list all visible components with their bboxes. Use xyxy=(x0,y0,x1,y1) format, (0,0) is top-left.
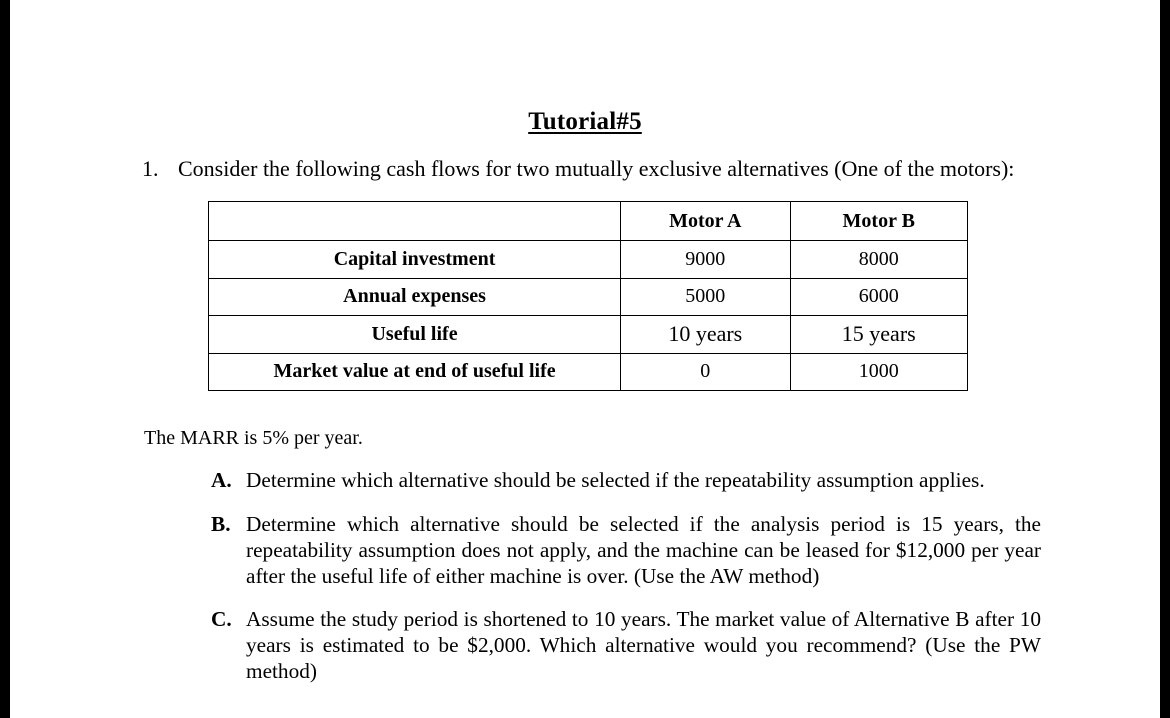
table-row xyxy=(209,316,968,354)
sub-question-text: Determine which alternative should be selected if the repeatability assumption applies. xyxy=(246,468,985,492)
row-label: Market value at end of useful life xyxy=(209,353,621,391)
row-label: Useful life xyxy=(209,316,621,354)
question-text: Consider the following cash flows for two mutually exclusive alternatives (One of the motors): xyxy=(178,156,1015,181)
motor-b-value: 1000 xyxy=(790,353,967,391)
sub-question-label: B. xyxy=(211,512,231,536)
document-page xyxy=(10,0,1160,718)
motor-b-value: 8000 xyxy=(790,241,967,279)
question-number: 1. xyxy=(142,156,159,181)
motor-b-value: 6000 xyxy=(790,278,967,316)
motor-a-value: 0 xyxy=(621,353,790,391)
sub-question-a xyxy=(211,467,1041,493)
motor-a-value: 9000 xyxy=(621,241,790,279)
motor-a-value: 5000 xyxy=(621,278,790,316)
table-row xyxy=(209,278,968,316)
motor-b-value: 15 years xyxy=(790,316,967,354)
table-row xyxy=(209,353,968,391)
motor-a-value: 10 years xyxy=(621,316,790,354)
header-cell-motor-b: Motor B xyxy=(790,202,967,241)
sub-question-text: Determine which alternative should be selected if the analysis period is 15 years, the repeatability assumption does not apply, and the machine can be leased for $12,000 per year after the useful life of either machine is over. (Use the AW method) xyxy=(246,512,1041,588)
document-title: Tutorial#5 xyxy=(528,108,642,135)
row-label: Capital investment xyxy=(209,241,621,279)
sub-question-text: Assume the study period is shortened to 10 years. The market value of Alternative B after 10 years is estimated to be $2,000. Which alternative would you recommend? (Use the PW method) xyxy=(246,607,1041,683)
sub-question-label: A. xyxy=(211,468,232,492)
question-1 xyxy=(142,156,1014,182)
sub-question-b xyxy=(211,511,1041,589)
marr-statement: The MARR is 5% per year. xyxy=(144,427,363,449)
table-header-row xyxy=(209,202,968,241)
table-row xyxy=(209,241,968,279)
sub-question-label: C. xyxy=(211,607,232,631)
sub-question-c xyxy=(211,606,1041,684)
cash-flow-table xyxy=(208,201,968,391)
header-cell-empty xyxy=(209,202,621,241)
row-label: Annual expenses xyxy=(209,278,621,316)
header-cell-motor-a: Motor A xyxy=(621,202,790,241)
